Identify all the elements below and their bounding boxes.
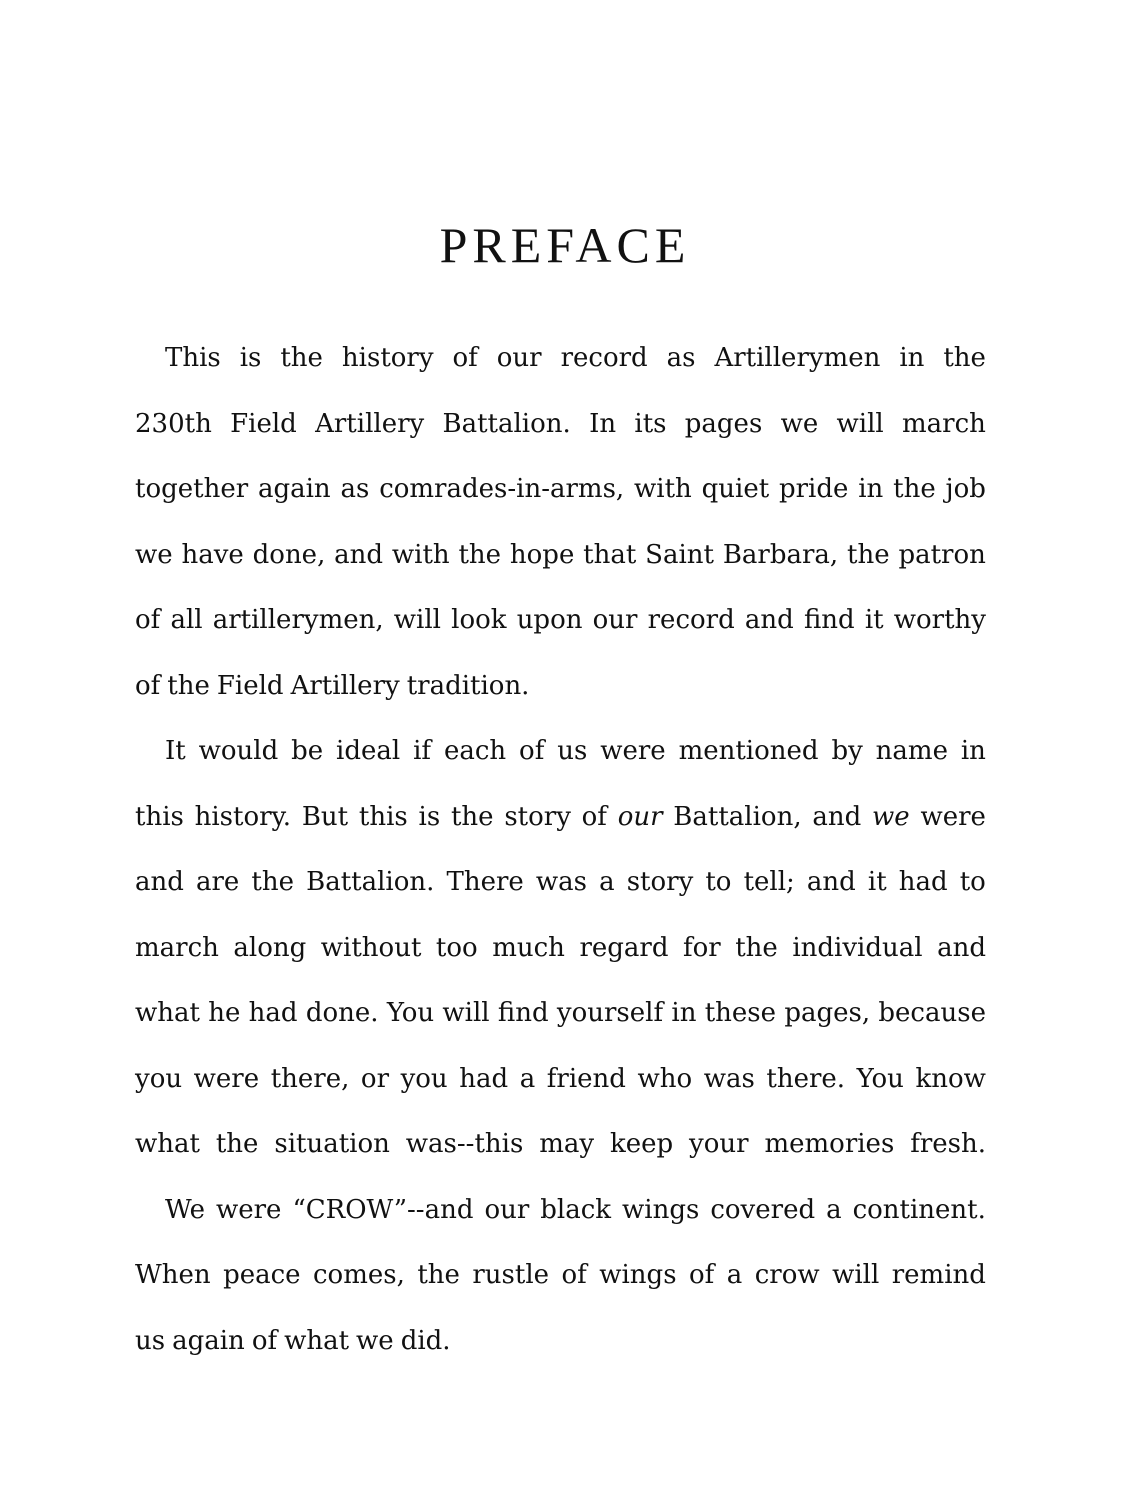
word: Battalion.: [306, 867, 435, 897]
text-line: [135, 1319, 986, 1385]
word: too: [435, 932, 478, 963]
word: again: [257, 474, 331, 504]
word: story: [626, 867, 694, 897]
word: look: [451, 605, 507, 635]
word: the: [847, 539, 890, 570]
word: of: [135, 605, 161, 635]
word: and: [937, 932, 986, 963]
word: situation: [274, 1129, 390, 1159]
word: history.: [194, 801, 292, 832]
text-line: [135, 533, 986, 599]
word: march: [902, 408, 986, 439]
word: worthy: [893, 605, 986, 635]
word: of: [519, 736, 545, 766]
word: Artillery: [315, 408, 425, 439]
word: rustle: [472, 1260, 550, 1290]
paragraph-2: [135, 729, 986, 1188]
word: It: [165, 736, 186, 766]
word: a: [519, 1063, 536, 1094]
paragraph-1: [135, 336, 986, 729]
text-line: [135, 860, 986, 926]
word: will: [832, 1260, 880, 1290]
word: Artillery: [290, 670, 400, 701]
word: tell;: [743, 867, 795, 897]
word: our: [592, 605, 638, 635]
word: hope: [509, 539, 575, 570]
word: and: [806, 867, 856, 897]
word: in: [960, 736, 986, 766]
word: we: [356, 1325, 394, 1356]
word: it: [867, 867, 887, 897]
word: are: [195, 867, 240, 897]
word: was: [703, 1063, 755, 1094]
word: each: [443, 736, 507, 766]
word: the: [893, 474, 936, 504]
word: had: [248, 998, 298, 1028]
text-line: [135, 1057, 986, 1123]
word: of: [452, 343, 478, 373]
word: this: [358, 801, 408, 832]
word: But: [301, 801, 349, 832]
word: the: [943, 343, 986, 373]
word: is: [239, 343, 262, 373]
word: a: [826, 1194, 842, 1225]
word: There: [446, 867, 524, 897]
word: with: [634, 474, 692, 504]
word: the: [735, 932, 778, 963]
word: your: [689, 1129, 749, 1159]
word: mentioned: [678, 736, 819, 766]
word: us: [135, 1325, 166, 1356]
word: in: [899, 343, 925, 373]
word: patron: [898, 539, 986, 570]
word: would: [198, 736, 279, 766]
text-line: [135, 729, 986, 795]
preface-body: [135, 336, 986, 1384]
word: a: [726, 1260, 743, 1290]
word: We: [165, 1194, 205, 1225]
word: a: [599, 867, 615, 897]
word: have: [181, 539, 244, 570]
paragraph-3: [135, 1188, 986, 1385]
word: done.: [305, 998, 379, 1028]
word: all: [170, 605, 203, 635]
word: upon: [516, 605, 583, 635]
word: if: [413, 736, 432, 766]
word: the: [280, 343, 323, 373]
word: did.: [400, 1325, 451, 1356]
word: you: [135, 1063, 183, 1094]
word: record: [560, 343, 648, 373]
page-title: PREFACE: [439, 217, 691, 273]
text-line: [135, 664, 986, 730]
word: that: [583, 539, 637, 570]
word: In: [589, 408, 617, 439]
word: its: [634, 408, 667, 439]
word: and: [334, 539, 384, 570]
word: Battalion,: [673, 801, 802, 832]
word: tradition.: [406, 670, 530, 701]
word: much: [492, 932, 565, 963]
word: is: [418, 801, 441, 832]
word: regard: [579, 932, 669, 963]
word: our: [496, 343, 542, 373]
word: job: [945, 474, 986, 504]
word: find: [497, 998, 549, 1028]
word: quiet: [701, 474, 770, 504]
word: name: [875, 736, 948, 766]
word: as: [666, 343, 696, 373]
word: who: [637, 1063, 693, 1094]
word: together: [135, 474, 249, 504]
word: of: [135, 670, 161, 701]
text-line: [135, 991, 986, 1057]
word: will: [393, 605, 441, 635]
word: in: [671, 998, 697, 1028]
word: Field: [216, 670, 284, 701]
word: and: [135, 867, 184, 897]
word: Barbara,: [722, 539, 839, 570]
word: yourself: [556, 998, 664, 1028]
word: Battalion.: [442, 408, 571, 439]
word: there.: [766, 1063, 846, 1094]
word: Field: [230, 408, 297, 439]
word: memories: [764, 1129, 895, 1159]
word: ideal: [336, 736, 401, 766]
word: this: [135, 801, 184, 832]
word: remind: [891, 1260, 986, 1290]
word: keep: [609, 1129, 674, 1159]
word: peace: [223, 1260, 301, 1290]
text-line: [135, 926, 986, 992]
word: our: [617, 801, 663, 832]
word: the: [251, 867, 294, 897]
word: individual: [792, 932, 923, 963]
word: wings: [622, 1194, 700, 1225]
word: wings: [599, 1260, 677, 1290]
word: or: [360, 1063, 390, 1094]
word: pride: [778, 474, 849, 504]
word: continent.: [852, 1194, 986, 1225]
word: 230th: [135, 408, 212, 439]
word: along: [233, 932, 307, 963]
word: were: [215, 1194, 282, 1225]
word: artillerymen,: [212, 605, 384, 635]
word: without: [320, 932, 422, 963]
word: You: [856, 1063, 904, 1094]
word: we: [780, 408, 819, 439]
word: what: [284, 1325, 350, 1356]
word: “CROW”--and: [292, 1194, 474, 1225]
word: You: [386, 998, 435, 1028]
word: were: [193, 1063, 260, 1094]
word: of: [251, 1325, 278, 1356]
word: will: [442, 998, 490, 1028]
word: by: [831, 736, 863, 766]
word: be: [291, 736, 324, 766]
text-line: [135, 795, 986, 861]
word: us: [557, 736, 588, 766]
text-line: [135, 336, 986, 402]
word: black: [540, 1194, 612, 1225]
word: the: [167, 670, 210, 701]
word: were: [920, 801, 986, 832]
word: the: [417, 1260, 460, 1290]
text-line: [135, 402, 986, 468]
word: history: [341, 343, 434, 373]
word: there,: [270, 1063, 350, 1094]
word: because: [878, 998, 986, 1028]
word: you: [400, 1063, 448, 1094]
word: of: [581, 801, 607, 832]
word: to: [959, 867, 986, 897]
word: as: [340, 474, 370, 504]
word: crow: [754, 1260, 820, 1290]
text-line: [135, 1253, 986, 1319]
word: may: [539, 1129, 595, 1159]
word: This: [165, 343, 221, 373]
word: was--this: [405, 1129, 524, 1159]
word: had: [898, 867, 948, 897]
word: the: [458, 539, 502, 570]
word: record: [647, 605, 735, 635]
word: in: [858, 474, 884, 504]
word: the: [215, 1129, 259, 1159]
word: Saint: [645, 539, 714, 570]
word: of: [689, 1260, 715, 1290]
word: what: [135, 1129, 200, 1159]
word: to: [705, 867, 732, 897]
word: it: [864, 605, 884, 635]
word: fresh.: [910, 1129, 986, 1159]
word: were: [600, 736, 666, 766]
word: what: [135, 998, 200, 1028]
word: When: [135, 1260, 211, 1290]
word: for: [683, 932, 721, 963]
word: know: [915, 1063, 986, 1094]
word: pages,: [784, 998, 871, 1028]
word: will: [836, 408, 884, 439]
word: and: [812, 801, 862, 832]
word: these: [704, 998, 777, 1028]
word: done,: [252, 539, 326, 570]
word: comes,: [313, 1260, 405, 1290]
word: he: [208, 998, 241, 1028]
word: march: [135, 932, 219, 963]
word: again: [172, 1325, 245, 1356]
word: covered: [710, 1194, 816, 1225]
word: Artillerymen: [714, 343, 881, 373]
word: we: [872, 801, 910, 832]
word: story: [504, 801, 571, 832]
word: and: [744, 605, 794, 635]
word: our: [484, 1194, 530, 1225]
word: with: [391, 539, 450, 570]
word: comrades-in-arms,: [379, 474, 625, 504]
text-line: [135, 1122, 986, 1188]
word: find: [803, 605, 855, 635]
word: the: [450, 801, 494, 832]
word: pages: [684, 408, 763, 439]
text-line: [135, 1188, 986, 1254]
word: was: [535, 867, 587, 897]
word: had: [459, 1063, 509, 1094]
text-line: [135, 598, 986, 664]
word: friend: [546, 1063, 626, 1094]
text-line: [135, 467, 986, 533]
word: we: [135, 539, 173, 570]
word: of: [561, 1260, 587, 1290]
